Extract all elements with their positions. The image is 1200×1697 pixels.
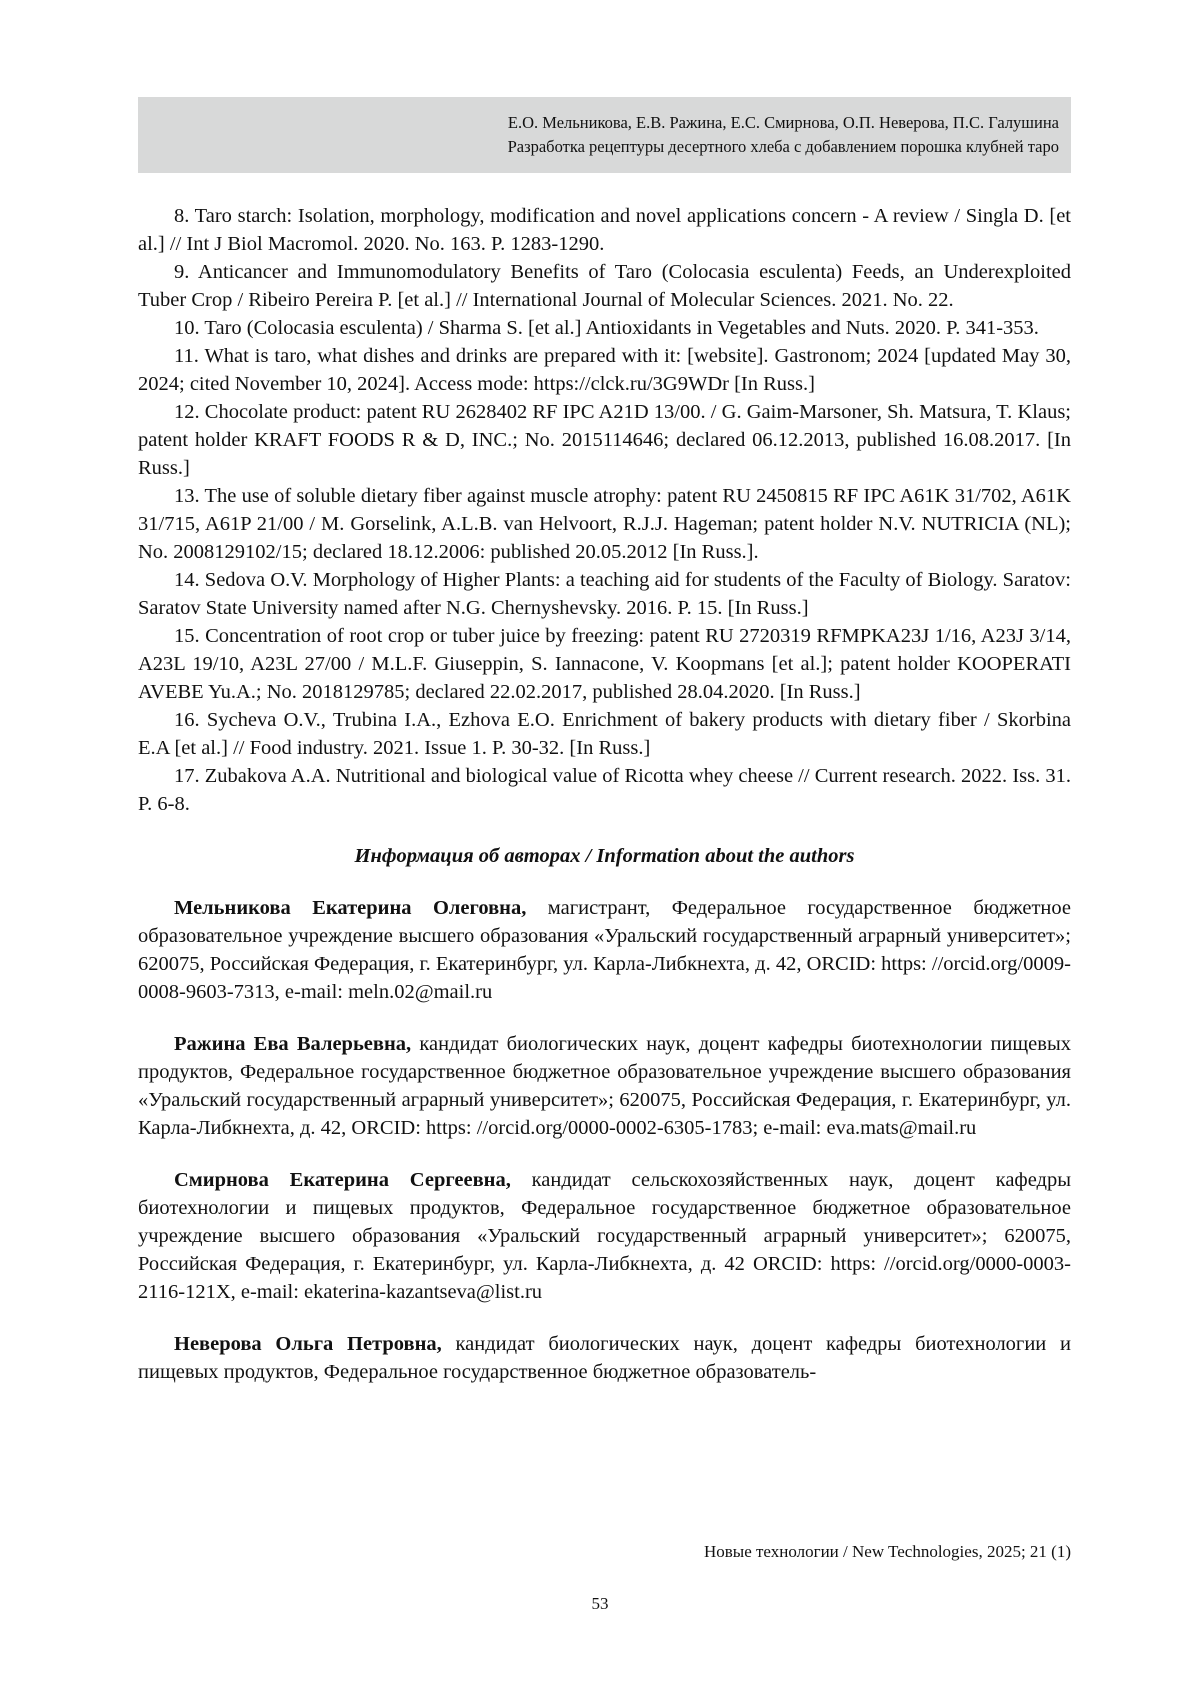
authors-section-title: Информация об авторах / Information about the authors bbox=[354, 845, 855, 867]
reference-item: 13. The use of soluble dietary fiber against muscle atrophy: patent RU 2450815 RF IPC A61K 31/702, A61K 31/715, A61P 21/00 / M. Gorselink, A.L.B. van Helvoort, R.J.J. Hageman; patent holder N.V. NUTRICIA (NL); No. 2008129102/15; declared 18.12.2006: published 20.05.2012 [In Russ.]. bbox=[138, 485, 1071, 563]
running-header bbox=[138, 97, 1071, 173]
reference-item: 8. Taro starch: Isolation, morphology, modification and novel applications concern - A review / Singla D. [et al.] // Int J Biol Macromol. 2020. No. 163. P. 1283-1290. bbox=[138, 205, 1071, 255]
reference-item: 11. What is taro, what dishes and drinks are prepared with it: [website]. Gastronom; 2024 [updated May 30, 2024; cited November 10, 2024]. Access mode: https://clck.ru/3G9WDr [In Russ.] bbox=[138, 345, 1071, 395]
page-number: 53 bbox=[591, 1594, 609, 1613]
reference-list bbox=[138, 202, 1071, 818]
reference-item: 16. Sycheva O.V., Trubina I.A., Ezhova E.O. Enrichment of bakery products with dietary fiber / Skorbina E.A [et al.] // Food industry. 2021. Issue 1. P. 30-32. [In Russ.] bbox=[138, 709, 1071, 759]
reference-item: 12. Chocolate product: patent RU 2628402 RF IPC A21D 13/00. / G. Gaim-Marsoner, Sh. Matsura, T. Klaus; patent holder KRAFT FOODS R & D, INC.; No. 2015114646; declared 06.12.2013, published 16.08.2017. [In Russ.] bbox=[138, 401, 1071, 479]
reference-item: 17. Zubakova A.A. Nutritional and biological value of Ricotta whey cheese // Current research. 2022. Iss. 31. P. 6-8. bbox=[138, 765, 1071, 815]
author-name: Мельникова Екатерина Олеговна, bbox=[174, 897, 527, 919]
author-details: магистрант, Федеральное государственное бюджетное образовательное учреждение высшего образования «Уральский государственный аграрный университет»; 620075, Российская Федерация, г. Екатеринбург, ул. Карла-Либкнехта, д. 42, ORCID: https: //orcid.org/0009-0008-9603-7313, e-mail: meln.02@mail.ru bbox=[138, 897, 1071, 1003]
author-details: кандидат биологических наук, доцент кафедры биотехнологии и пищевых продуктов, Федеральное государственное бюджетное образователь- bbox=[138, 1333, 1071, 1383]
author-info bbox=[138, 1166, 1071, 1306]
reference-item: 14. Sedova O.V. Morphology of Higher Plants: a teaching aid for students of the Faculty of Biology. Saratov: Saratov State University named after N.G. Chernyshevsky. 2016. P. 15. [In Russ.] bbox=[138, 569, 1071, 619]
reference-item: 15. Concentration of root crop or tuber juice by freezing: patent RU 2720319 RFMPKA23J 1/16, A23J 3/14, A23L 19/10, A23L 27/00 / M.L.F. Giuseppin, S. Iannacone, V. Koopmans [et al.]; patent holder KOOPERATI AVEBE Yu.A.; No. 2018129785; declared 22.02.2017, published 28.04.2020. [In Russ.] bbox=[138, 625, 1071, 703]
author-name: Ражина Ева Валерьевна, bbox=[174, 1033, 412, 1055]
reference-item: 9. Anticancer and Immunomodulatory Benefits of Taro (Colocasia esculenta) Feeds, an Underexploited Tuber Crop / Ribeiro Pereira P. [et al.] // International Journal of Molecular Sciences. 2021. No. 22. bbox=[138, 261, 1071, 311]
author-info bbox=[138, 894, 1071, 1006]
author-details: кандидат сельскохозяйственных наук, доцент кафедры биотехнологии и пищевых продуктов, Федеральное государственное бюджетное образовательное учреждение высшего образования «Уральский государственный аграрный университет»; 620075, Российская Федерация, г. Екатеринбург, ул. Карла-Либкнехта, д. 42 ORCID: https: //orcid.org/0000-0003-2116-121X, e-mail: ekaterina-kazantseva@list.ru bbox=[138, 1169, 1071, 1303]
header-title: Разработка рецептуры десертного хлеба с добавлением порошка клубней таро bbox=[507, 137, 1059, 156]
author-name: Смирнова Екатерина Сергеевна, bbox=[174, 1169, 511, 1191]
header-authors: Е.О. Мельникова, Е.В. Ражина, Е.С. Смирнова, О.П. Неверова, П.С. Галушина bbox=[507, 113, 1059, 132]
author-info bbox=[138, 1030, 1071, 1142]
reference-item: 10. Taro (Colocasia esculenta) / Sharma S. [et al.] Antioxidants in Vegetables and Nuts. 2020. P. 341-353. bbox=[174, 317, 1039, 339]
author-name: Неверова Ольга Петровна, bbox=[174, 1333, 442, 1355]
page-body bbox=[138, 202, 1071, 1410]
author-info bbox=[138, 1330, 1071, 1386]
journal-footer: Новые технологии / New Technologies, 2025; 21 (1) bbox=[703, 1542, 1071, 1561]
author-details: кандидат биологических наук, доцент кафедры биотехнологии пищевых продуктов, Федеральное государственное бюджетное образовательное учреждение высшего образования «Уральский государственный аграрный университет»; 620075, Российская Федерация, г. Екатеринбург, ул. Карла-Либкнехта, д. 42, ORCID: https: //orcid.org/0000-0002-6305-1783; e-mail: eva.mats@mail.ru bbox=[138, 1033, 1071, 1139]
